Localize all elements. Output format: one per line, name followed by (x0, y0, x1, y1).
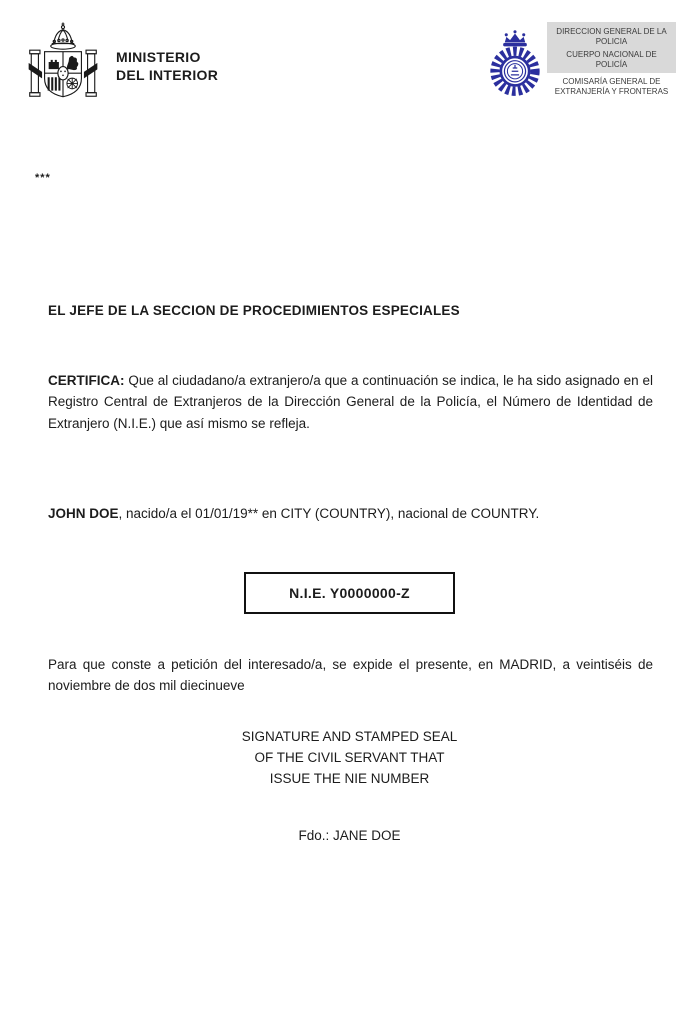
certification-paragraph (48, 370, 653, 435)
ministry-title-line2: DEL INTERIOR (116, 66, 219, 83)
signature-note-line2: OF THE CIVIL SERVANT THAT (254, 750, 445, 765)
signature-note-line1: SIGNATURE AND STAMPED SEAL (241, 729, 458, 744)
reference-marker: *** (35, 172, 51, 184)
subject-name: JOHN DOE (48, 505, 119, 521)
signature-note-line3: ISSUE THE NIE NUMBER (269, 771, 430, 786)
nie-number-value: N.I.E. Y0000000-Z (289, 585, 410, 601)
certifica-text: Que al ciudadano/a extranjero/a que a continuación se indica, le ha sido asignado en el Registro Central de Extranjeros de la Dirección General de la Policía, el Número de Identidad de Extranjero (N.I.E.) que así mismo se refleja. (48, 372, 653, 431)
subject-details: , nacido/a el 01/01/19** en CITY (COUNTRY), nacional de COUNTRY. (118, 505, 540, 521)
nie-number-box (244, 572, 455, 614)
signer-line: Fdo.: JANE DOE (298, 828, 401, 843)
unit-comisaria-general: COMISARÍA GENERAL DE EXTRANJERÍA Y FRONTERAS (554, 77, 669, 96)
ministry-title-line1: MINISTERIO (116, 49, 201, 65)
policia-nacional-badge-icon (486, 23, 544, 99)
police-unit-gray-box (547, 22, 676, 73)
ministry-title (116, 49, 218, 84)
policia-nacional-badge-icon (486, 23, 544, 99)
certifica-label: CERTIFICA: (48, 372, 125, 388)
spain-coat-of-arms-icon (27, 21, 99, 107)
unit-direccion-general: DIRECCION GENERAL DE LA POLICIA (556, 27, 667, 46)
spain-coat-of-arms-icon (27, 21, 99, 107)
document-heading: EL JEFE DE LA SECCION DE PROCEDIMIENTOS ESPECIALES (48, 303, 460, 318)
issuance-paragraph: Para que conste a petición del interesado/a, se expide el presente, en MADRID, a veintiséis de noviembre de dos mil diecinueve (48, 656, 653, 693)
subject-line (48, 506, 539, 521)
police-unit-block (547, 22, 676, 96)
unit-cuerpo-nacional: CUERPO NACIONAL DE POLICÍA (566, 50, 657, 69)
signature-note (0, 726, 699, 789)
